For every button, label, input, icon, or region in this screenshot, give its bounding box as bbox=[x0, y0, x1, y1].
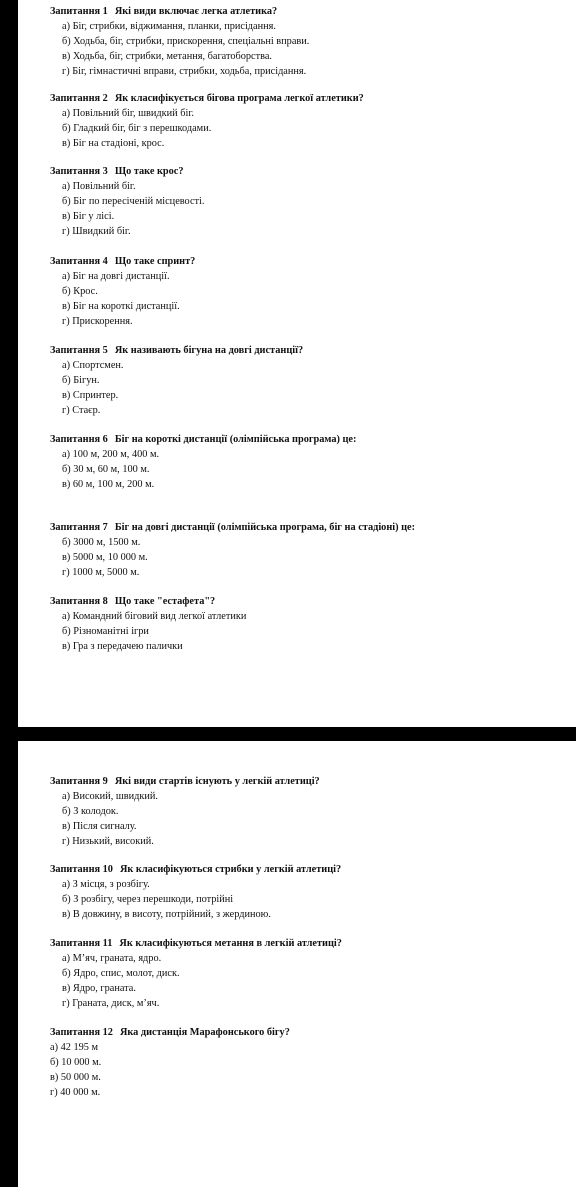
answer-option: в) Біг у лісі. bbox=[62, 211, 115, 222]
question-text: Які види включає легка атлетика? bbox=[114, 6, 278, 17]
answer-option: в) Біг на стадіоні, крос. bbox=[62, 138, 165, 149]
question-text: Біг на короткі дистанції (олімпійська програма) це: bbox=[114, 434, 357, 445]
answer-option: б) Бігун. bbox=[62, 375, 100, 386]
answer-option: б) З колодок. bbox=[62, 806, 119, 817]
answer-option: в) Ядро, граната. bbox=[62, 983, 136, 994]
answer-option: б) Ядро, спис, молот, диск. bbox=[62, 968, 180, 979]
question-number: Запитання 5 bbox=[50, 345, 108, 356]
answer-option: в) В довжину, в висоту, потрійний, з жердиною. bbox=[62, 909, 271, 920]
question-title bbox=[50, 774, 570, 789]
answer-option: г) Низький, високий. bbox=[62, 836, 154, 847]
answer-option: в) 5000 м, 10 000 м. bbox=[62, 552, 148, 563]
question-12 bbox=[50, 1025, 570, 1100]
answer-option: а) З місця, з розбігу. bbox=[62, 879, 150, 890]
question-title bbox=[50, 594, 570, 609]
answer-option: б) 30 м, 60 м, 100 м. bbox=[62, 464, 150, 475]
question-text: Що таке крос? bbox=[114, 166, 184, 177]
answer-option: г) Швидкий біг. bbox=[62, 226, 131, 237]
question-text: Що таке спринт? bbox=[114, 256, 196, 267]
question-number: Запитання 3 bbox=[50, 166, 108, 177]
answer-option: б) Біг по пересіченій місцевості. bbox=[62, 196, 205, 207]
answer-option: г) 1000 м, 5000 м. bbox=[62, 567, 140, 578]
question-6 bbox=[50, 432, 570, 492]
question-number: Запитання 2 bbox=[50, 93, 108, 104]
answer-option: г) Біг, гімнастичні вправи, стрибки, ходьба, присідання. bbox=[62, 66, 307, 77]
answer-option: в) 50 000 м. bbox=[50, 1072, 101, 1083]
question-title bbox=[50, 254, 570, 269]
question-number: Запитання 7 bbox=[50, 522, 108, 533]
answer-option: б) Гладкий біг, біг з перешкодами. bbox=[62, 123, 212, 134]
question-8 bbox=[50, 594, 570, 654]
question-text: Яка дистанція Марафонського бігу? bbox=[119, 1027, 290, 1038]
question-text: Як класифікуються метання в легкій атлетиці? bbox=[119, 938, 342, 949]
question-title bbox=[50, 343, 570, 358]
question-2 bbox=[50, 91, 570, 151]
question-number: Запитання 4 bbox=[50, 256, 108, 267]
question-number: Запитання 12 bbox=[50, 1027, 113, 1038]
question-3 bbox=[50, 164, 570, 239]
answer-option: а) Командний біговий вид легкої атлетики bbox=[62, 611, 247, 622]
answer-option: а) 42 195 м bbox=[50, 1042, 98, 1053]
answer-option: б) 10 000 м. bbox=[50, 1057, 102, 1068]
answer-option: в) Біг на короткі дистанції. bbox=[62, 301, 180, 312]
question-text: Що таке "естафета"? bbox=[114, 596, 216, 607]
question-text: Як класифікується бігова програма легкої атлетики? bbox=[114, 93, 364, 104]
answer-option: б) З розбігу, через перешкоди, потрійні bbox=[62, 894, 234, 905]
answer-option: а) Біг, стрибки, віджимання, планки, присідання. bbox=[62, 21, 276, 32]
answer-option: б) 3000 м, 1500 м. bbox=[62, 537, 141, 548]
answer-option: г) Прискорення. bbox=[62, 316, 133, 327]
question-title bbox=[50, 936, 570, 951]
question-1 bbox=[50, 4, 570, 79]
question-title bbox=[50, 520, 570, 535]
document-page-2 bbox=[18, 741, 576, 1187]
question-title bbox=[50, 432, 570, 447]
question-text: Які види стартів існують у легкій атлетиці? bbox=[114, 776, 320, 787]
answer-option: а) Спортсмен. bbox=[62, 360, 124, 371]
question-number: Запитання 11 bbox=[50, 938, 113, 949]
answer-option: г) Стаєр. bbox=[62, 405, 101, 416]
answer-option: в) Після сигналу. bbox=[62, 821, 137, 832]
question-7 bbox=[50, 520, 570, 580]
answer-option: б) Ходьба, біг, стрибки, прискорення, спеціальні вправи. bbox=[62, 36, 310, 47]
question-title bbox=[50, 1025, 570, 1040]
question-text: Як називають бігуна на довгі дистанції? bbox=[114, 345, 304, 356]
answer-option: а) М’яч, граната, ядро. bbox=[62, 953, 162, 964]
question-number: Запитання 8 bbox=[50, 596, 108, 607]
question-title bbox=[50, 4, 570, 19]
answer-option: а) 100 м, 200 м, 400 м. bbox=[62, 449, 160, 460]
answer-option: а) Високий, швидкий. bbox=[62, 791, 158, 802]
answer-option: г) Граната, диск, м’яч. bbox=[62, 998, 160, 1009]
question-5 bbox=[50, 343, 570, 418]
answer-option: в) 60 м, 100 м, 200 м. bbox=[62, 479, 155, 490]
answer-option: а) Повільний біг. bbox=[62, 181, 136, 192]
question-number: Запитання 10 bbox=[50, 864, 113, 875]
answer-option: а) Повільний біг, швидкий біг. bbox=[62, 108, 195, 119]
question-title bbox=[50, 164, 570, 179]
question-title bbox=[50, 862, 570, 877]
answer-option: б) Крос. bbox=[62, 286, 98, 297]
question-number: Запитання 6 bbox=[50, 434, 108, 445]
question-4 bbox=[50, 254, 570, 329]
question-number: Запитання 9 bbox=[50, 776, 108, 787]
question-number: Запитання 1 bbox=[50, 6, 108, 17]
answer-option: в) Гра з передачею палички bbox=[62, 641, 183, 652]
question-10 bbox=[50, 862, 570, 922]
question-text: Біг на довгі дистанції (олімпійська програма, біг на стадіоні) це: bbox=[114, 522, 416, 533]
question-9 bbox=[50, 774, 570, 849]
question-title bbox=[50, 91, 570, 106]
answer-option: в) Ходьба, біг, стрибки, метання, багатоборства. bbox=[62, 51, 272, 62]
answer-option: г) 40 000 м. bbox=[50, 1087, 101, 1098]
question-text: Як класифікуються стрибки у легкій атлетиці? bbox=[119, 864, 342, 875]
question-11 bbox=[50, 936, 570, 1011]
document-page-1 bbox=[18, 0, 576, 727]
answer-option: в) Спринтер. bbox=[62, 390, 119, 401]
answer-option: б) Різноманітні ігри bbox=[62, 626, 149, 637]
answer-option: а) Біг на довгі дистанції. bbox=[62, 271, 170, 282]
